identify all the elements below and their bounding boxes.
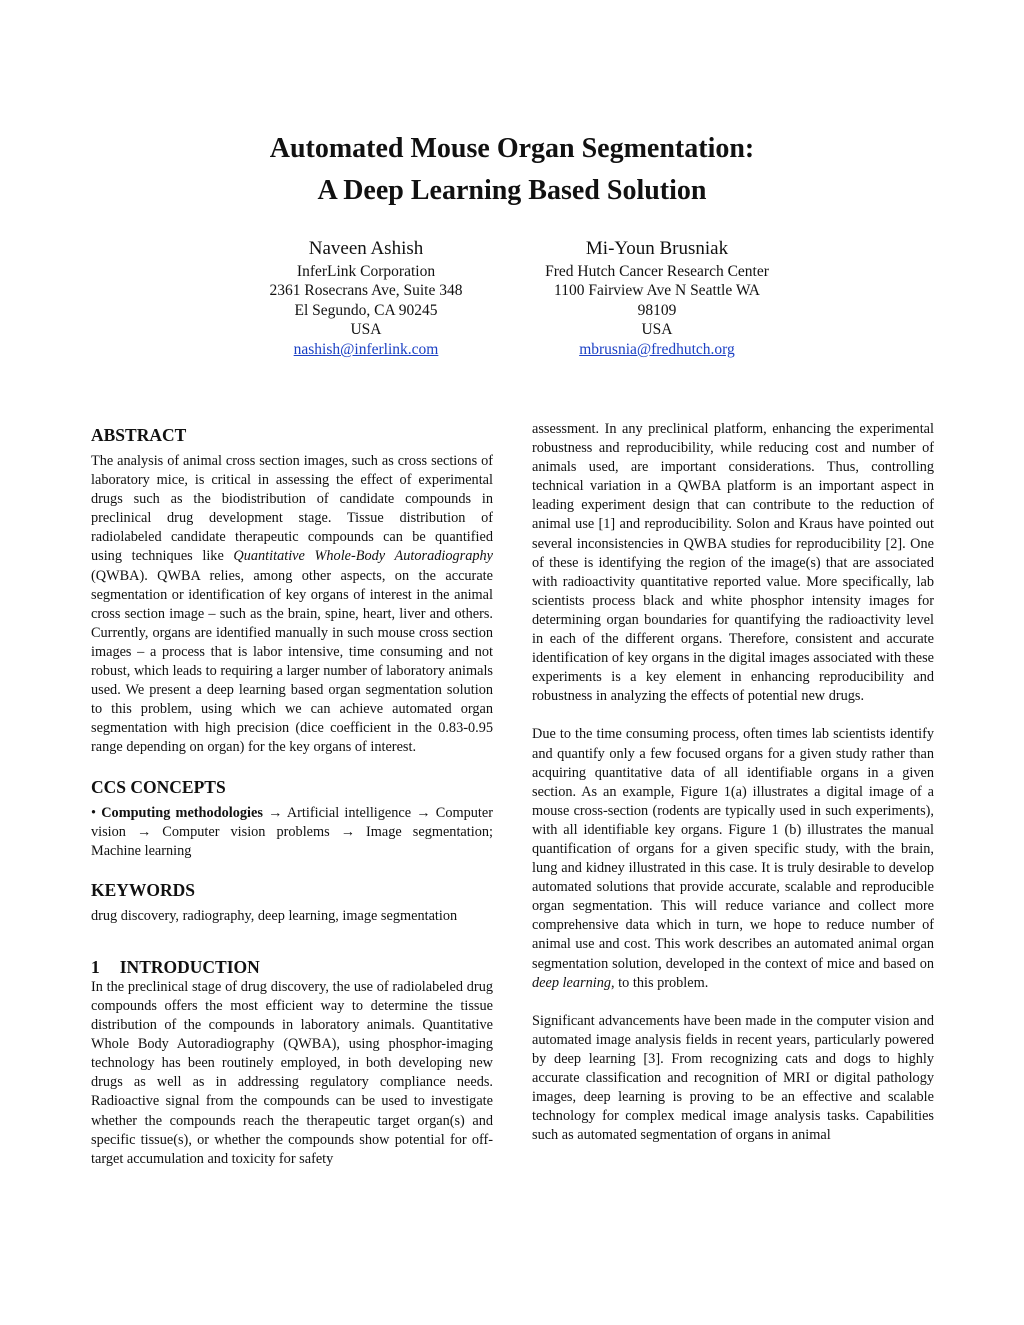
author-block-2 [507, 236, 807, 359]
introduction-paragraph-2 [532, 725, 934, 992]
right-column [532, 420, 934, 1145]
title-line-2: A Deep Learning Based Solution [317, 175, 707, 206]
intro-p2-text-cont: , to this problem. [611, 974, 709, 991]
introduction-paragraph-1: In the preclinical stage of drug discovery, the use of radiolabeled drug compounds offers the most efficient way to determine the tissue distribution of the compounds in laboratory animals. Quantitative Whole Body Autoradiography (QWBA), using phosphor-imaging technology has been routinely employed, in both developing new drugs as well as in addressing regulatory compliance needs. Radioactive signal from the compounds can be used to investigate whether the compounds reach the therapeutic target organ(s) and specific tissue(s), or whether the compounds show potential for off-target accumulation and toxicity for safety [91, 978, 493, 1167]
author-block-1 [216, 236, 516, 359]
author-affiliation: Fred Hutch Cancer Research Center [545, 263, 769, 280]
keywords-paragraph: drug discovery, radiography, deep learning, image segmentation [91, 907, 458, 924]
intro-p2-italic-term: deep learning [532, 974, 612, 991]
ccs-bold-term: Computing methodologies [101, 804, 263, 821]
ccs-heading: CCS CONCEPTS [91, 776, 226, 797]
intro-p2-text: Due to the time consuming process, often times lab scientists identify and quantify only a few focused organs for a given study rather than acquiring quantitative data of all identifiable organs in a given section. As an example, Figure 1(a) illustrates a digital image of a mouse cross-section (rodents are typically used in such experiments), with all identifiable key organs. Figure 1 (b) illustrates the manual quantification of organs for a given specific study, with the brain, lung and kidney illustrated in this case. It is truly desirable to develop automated solutions that provide accurate, scalable and reproducible organ segmentation. This will reduce variance and collect more comprehensive data which in turn, we hope to reduce number of animal use and cost. This work describes an automated animal organ segmentation solution, developed in the context of mice and based on [532, 726, 934, 972]
author-email-link[interactable]: nashish@inferlink.com [293, 340, 439, 358]
abstract-text-cont: (QWBA). QWBA relies, among other aspects, on the accurate segmentation or identification of key organs of interest in the animal cross section image – such as the brain, spine, heart, liver and others. Currently, organs are identified manually in such mouse cross section images – a process that is labor intensive, time consuming and not robust, which leads to requiring a larger number of laboratory animals used. We present a deep learning based organ segmentation solution to this problem, using which we can achieve automated organ segmentation with high precision (dice coefficient in the 0.83-0.95 range depending on organ) for the key organs of interest. [91, 567, 493, 756]
author-address-line-2: 98109 [637, 301, 677, 319]
introduction-heading [91, 956, 493, 978]
author-address-line-2: El Segundo, CA 90245 [294, 301, 438, 319]
author-name: Naveen Ashish [308, 238, 424, 259]
abstract-heading: ABSTRACT [91, 425, 187, 445]
title-line-1: Automated Mouse Organ Segmentation: [269, 133, 755, 164]
abstract-italic-term: Quantitative Whole-Body Autoradiography [233, 548, 493, 565]
abstract-text: The analysis of animal cross section images, such as cross sections of laboratory mice, is critical in assessing the effect of experimental drugs such as the biodistribution of candidate compounds in preclinical drug development stage. Tissue distribution of radiolabeled candidate therapeutic compounds can be quantified using techniques like [91, 453, 493, 565]
paper-title [0, 128, 1024, 212]
introduction-paragraph-3: Significant advancements have been made in the computer vision and automated image analysis fields in recent years, particularly powered by deep learning [3]. From recognizing cats and dogs to highly accurate classification and recognition of MRI or digital pathology images, deep learning is proving to be an effective and scalable technology for complex medical image analysis tasks. Capabilities such as automated segmentation of organs in animal [532, 1012, 934, 1144]
author-address-line-1: 1100 Fairview Ave N Seattle WA [554, 282, 760, 300]
left-column [91, 420, 493, 1169]
ccs-paragraph [91, 804, 493, 861]
ccs-text: → Artificial intelligence → Computer vision → Computer vision problems → Image segmentation; Machine learning [91, 804, 493, 859]
ccs-bullet: • [91, 804, 97, 821]
section-number: 1 [91, 956, 100, 977]
author-email-link[interactable]: mbrusnia@fredhutch.org [579, 340, 735, 358]
keywords-heading: KEYWORDS [91, 879, 196, 900]
author-affiliation: InferLink Corporation [296, 263, 436, 280]
introduction-paragraph-1-continued: assessment. In any preclinical platform, enhancing the experimental robustness and reproducibility, while reducing cost and number of animals used, are important considerations. Thus, controlling technical variation in a QWBA platform is an important aspect in leading experiment design that can contribute to the reduction of animal use [1] and reproducibility. Solon and Kraus have pointed out several inconsistencies in QWBA studies for reproducibility [2]. One of these is identifying the region of the image(s) that are associated with radioactivity quantitative reported value. More specifically, lab scientists process black and white phosphor intensity images for determining organ boundaries for quantifying the radioactivity level in each of the different organs. Therefore, consistent and accurate identification of key organs in the digital images associated with these experiments is a key element in enhancing reproducibility and robustness in analyzing the effects of potential new drugs. [532, 421, 934, 705]
author-country: USA [350, 321, 382, 339]
author-address-line-1: 2361 Rosecrans Ave, Suite 348 [269, 282, 463, 300]
author-country: USA [641, 321, 673, 339]
section-title: INTRODUCTION [119, 956, 260, 977]
author-name: Mi-Youn Brusniak [585, 238, 729, 259]
abstract-paragraph [91, 452, 493, 758]
